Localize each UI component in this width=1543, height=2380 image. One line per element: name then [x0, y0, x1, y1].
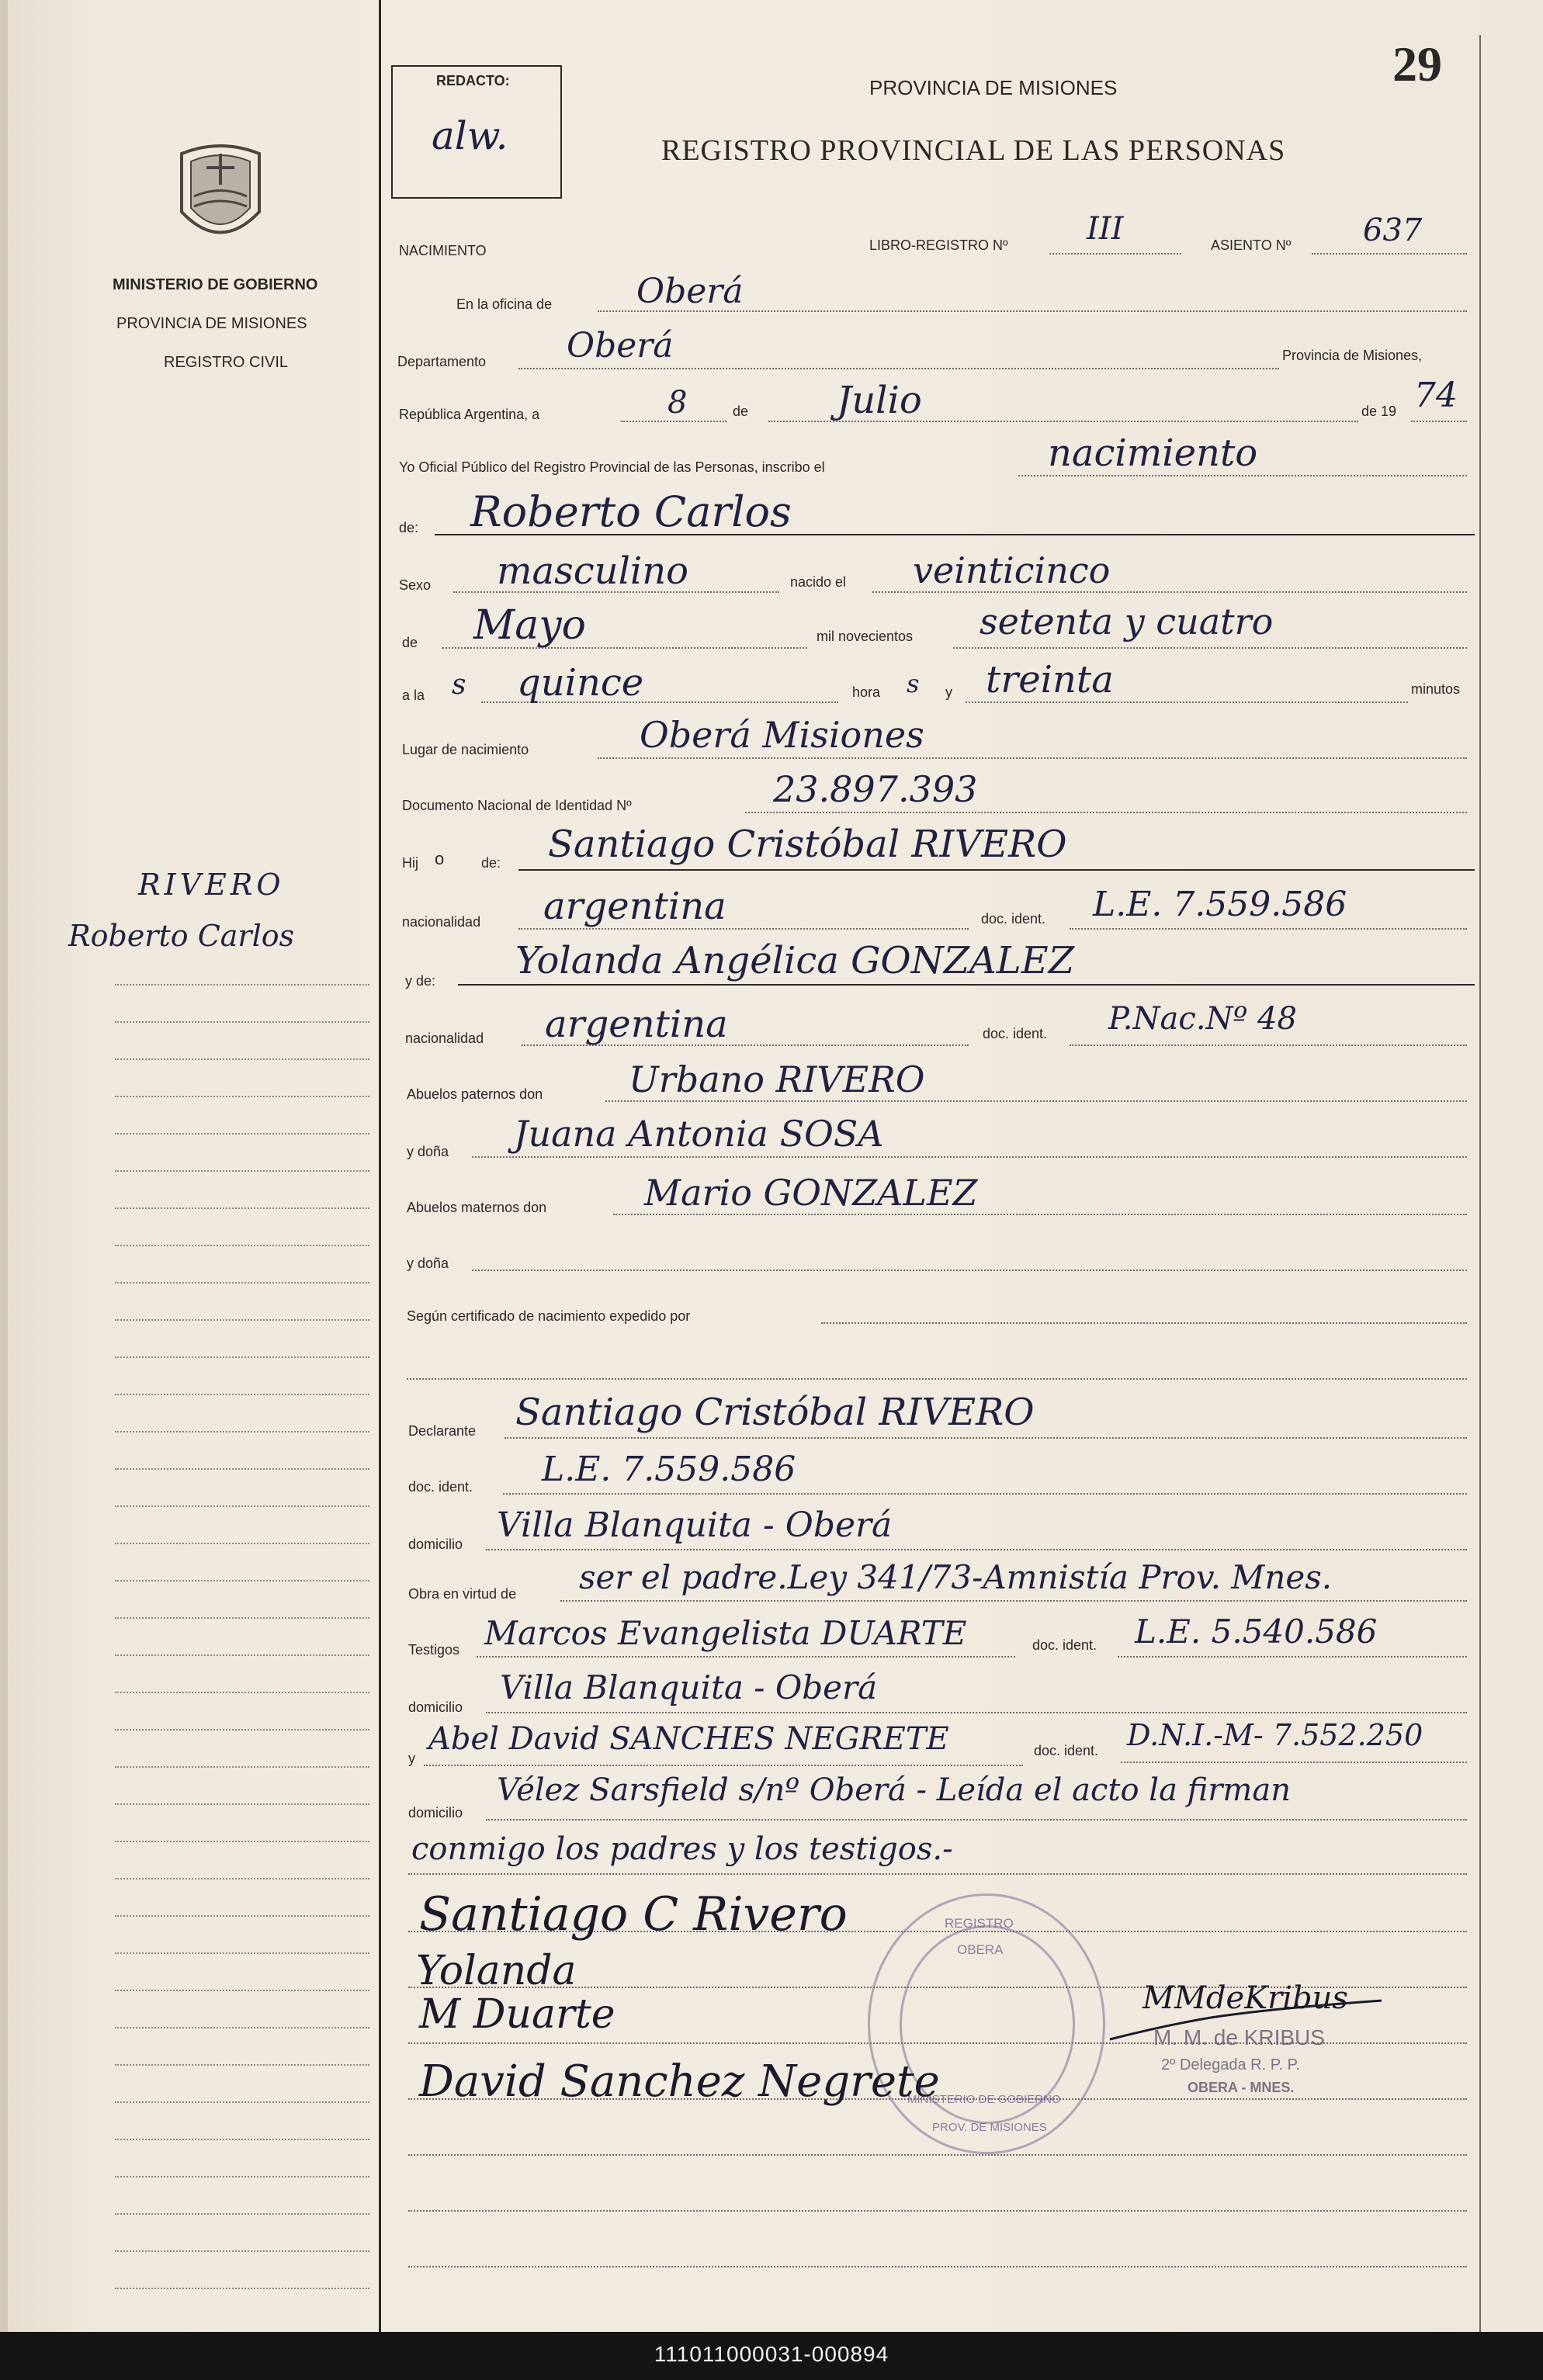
margin-ruled-line [115, 2213, 369, 2215]
margin-ruled-line [115, 1692, 369, 1693]
signature-witness-2: David Sanchez Negrete [419, 2056, 940, 2107]
margin-ruled-line [115, 1803, 369, 1805]
margin-ruled-line [115, 984, 369, 986]
coat-of-arms-seal [166, 138, 275, 255]
dni-label: Documento Nacional de Identidad Nº [402, 798, 632, 813]
closing-value: conmigo los padres y los testigos.- [411, 1831, 953, 1867]
year-label: de 19 [1361, 404, 1397, 419]
testigo1-value: Marcos Evangelista DUARTE [484, 1614, 967, 1652]
ala-label: a la [402, 688, 425, 703]
obra-label: Obra en virtud de [408, 1586, 517, 1602]
margin-note-surname: RIVERO [138, 868, 285, 902]
round-stamp-line-3: MINISTERIO DE GOBIERNO [907, 2093, 1061, 2106]
margin-ruled-line [115, 2176, 369, 2177]
round-stamp-line-4: PROV. DE MISIONES [932, 2121, 1047, 2134]
doc-ident-label: doc. ident. [981, 911, 1046, 927]
redacto-initials: alw. [432, 113, 508, 158]
official-signature: MMdeKribus [1143, 1980, 1348, 2016]
nac-label: nacionalidad [402, 914, 481, 930]
binding-line [0, 0, 8, 2332]
testigo2-value: Abel David SANCHES NEGRETE [428, 1721, 949, 1757]
margin-ruled-line [115, 1096, 369, 1097]
mother-nat-value: argentina [545, 1003, 728, 1046]
mother-value: Yolanda Angélica GONZALEZ [515, 939, 1075, 982]
page-title: REGISTRO PROVINCIAL DE LAS PERSONAS [661, 134, 1286, 167]
margin-ruled-line [115, 2027, 369, 2028]
margin-ruled-line [115, 1580, 369, 1581]
lugar-value: Oberá Misiones [640, 714, 924, 756]
margin-ruled-line [115, 1878, 369, 1879]
lugar-label: Lugar de nacimiento [402, 742, 529, 757]
decl-doc-value: L.E. 7.559.586 [542, 1450, 796, 1489]
minutes-value: treinta [986, 658, 1114, 702]
hour-value: quince [517, 661, 644, 705]
margin-note-names: Roberto Carlos [68, 919, 295, 953]
margin-ruled-line [115, 1319, 369, 1321]
dom-t1-value: Villa Blanquita - Oberá [500, 1668, 878, 1706]
de-name-label: de: [399, 520, 419, 535]
declarante-label: Declarante [408, 1423, 477, 1439]
testigo1-doc-value: L.E. 5.540.586 [1135, 1613, 1378, 1651]
asiento-label: ASIENTO Nº [1211, 237, 1292, 253]
testigos-label: Testigos [408, 1642, 460, 1658]
testigo2-doc-label: doc. ident. [1034, 1743, 1099, 1758]
margin-ruled-line [115, 1841, 369, 1842]
declarante-value: Santiago Cristóbal RIVERO [515, 1391, 1035, 1434]
domicilio-label: domicilio [408, 1536, 463, 1552]
mother-doc-value: P.Nac.Nº 48 [1108, 1001, 1297, 1037]
page-number: 29 [1392, 36, 1442, 92]
margin-ruled-line [115, 1654, 369, 1656]
round-stamp-line-1: REGISTRO [945, 1916, 1014, 1931]
margin-ruled-line [115, 2064, 369, 2066]
dom-t2-value: Vélez Sarsfield s/nº Oberá - Leída el acto la firman [497, 1772, 1291, 1808]
ab-pat-label: Abuelos paternos don [407, 1086, 543, 1102]
hij-de-label: de: [481, 855, 501, 871]
y-t-label: y [408, 1751, 415, 1766]
ala-suffix: s [452, 669, 466, 701]
father-doc-value: L.E. 7.559.586 [1093, 885, 1347, 924]
margin-ruled-line [115, 1952, 369, 1954]
margin-ruled-line [115, 1617, 369, 1619]
registry-round-stamp [868, 1893, 1105, 2154]
sexo-label: Sexo [399, 577, 432, 593]
official-stamp-place: OBERA - MNES. [1188, 2080, 1295, 2095]
margin-ruled-line [115, 2139, 369, 2140]
ab-mat-label: Abuelos maternos don [407, 1200, 547, 1215]
ab-pat-dona-value: Juana Antonia SOSA [514, 1113, 884, 1155]
nacimiento-label: NACIMIENTO [399, 243, 487, 258]
asiento-value: 637 [1363, 213, 1423, 248]
yde-label: y de: [405, 973, 436, 989]
oficina-label: En la oficina de [456, 296, 553, 312]
de-label: de [733, 404, 749, 419]
sexo-value: masculino [497, 549, 689, 593]
departamento-value: Oberá [567, 326, 674, 365]
sidebar-registry: REGISTRO CIVIL [164, 354, 289, 371]
segun-label: Según certificado de nacimiento expedido por [407, 1308, 691, 1324]
signature-witness-1: M Duarte [419, 1991, 615, 2038]
domicilio-value: Villa Blanquita - Oberá [497, 1505, 893, 1545]
redacto-label: REDACTO: [436, 73, 510, 88]
margin-ruled-line [115, 1170, 369, 1172]
oficial-label: Yo Oficial Público del Registro Provincial de las Personas, inscribo el [399, 459, 825, 475]
right-margin-line [1479, 35, 1481, 2332]
margin-ruled-line [115, 1058, 369, 1060]
margin-ruled-line [115, 1394, 369, 1395]
libro-label: LIBRO-REGISTRO Nº [869, 237, 1008, 253]
margin-ruled-line [115, 2101, 369, 2103]
official-stamp-role: 2º Delegada R. P. P. [1161, 2056, 1300, 2073]
nac-label-2: nacionalidad [405, 1031, 484, 1046]
father-value: Santiago Cristóbal RIVERO [548, 823, 1067, 866]
month-value: Julio [837, 379, 922, 422]
margin-ruled-line [115, 1021, 369, 1023]
margin-ruled-line [115, 1431, 369, 1433]
left-margin-line [379, 0, 381, 2332]
margin-ruled-line [115, 2250, 369, 2252]
margin-ruled-line [115, 1282, 369, 1284]
hij-label: Hij [402, 855, 418, 871]
name-value: Roberto Carlos [470, 487, 792, 536]
margin-ruled-line [115, 1133, 369, 1135]
obra-value: ser el padre.Ley 341/73-Amnistía Prov. Mnes. [579, 1558, 1333, 1596]
doc-ident-label-2: doc. ident. [983, 1026, 1048, 1041]
oficina-value: Oberá [636, 272, 744, 311]
birth-month-value: Mayo [473, 602, 586, 649]
testigo2-doc-value: D.N.I.-M- 7.552.250 [1127, 1718, 1423, 1752]
hora-label: hora [852, 684, 881, 700]
document-identifier: 111011000031-000894 [654, 2342, 889, 2366]
header-province: PROVINCIA DE MISIONES [869, 76, 1118, 99]
margin-ruled-line [115, 1245, 369, 1246]
y-label: y [945, 684, 952, 700]
birth-year-value: setenta y cuatro [980, 601, 1274, 643]
testigo-doc-label: doc. ident. [1032, 1637, 1097, 1653]
mil-label: mil novecientos [817, 629, 914, 644]
father-nat-value: argentina [543, 885, 726, 928]
dni-value: 23.897.393 [773, 768, 978, 810]
hora-suffix: s [907, 669, 920, 698]
margin-ruled-line [115, 1729, 369, 1730]
sidebar-ministry: MINISTERIO DE GOBIERNO [113, 276, 318, 293]
margin-ruled-line [115, 1505, 369, 1507]
redacto-box [391, 65, 562, 199]
margin-ruled-line [115, 1356, 369, 1358]
minutos-label: minutos [1411, 681, 1461, 697]
acto-value: nacimiento [1048, 431, 1258, 475]
departamento-label: Departamento [397, 354, 487, 369]
official-stamp-name: M. M. de KRIBUS [1153, 2025, 1325, 2049]
ydona2-label: y doña [407, 1256, 449, 1271]
provincia-label: Provincia de Misiones, [1282, 348, 1423, 363]
hij-suffix: o [435, 849, 445, 868]
dom-t1-label: domicilio [408, 1699, 463, 1715]
nacido-label: nacido el [790, 574, 847, 590]
dom-t2-label: domicilio [408, 1805, 463, 1821]
margin-ruled-line [115, 1766, 369, 1768]
round-stamp-line-2: OBERA [957, 1942, 1004, 1957]
margin-ruled-line [115, 2288, 369, 2289]
margin-ruled-line [115, 1468, 369, 1470]
de2-label: de [402, 635, 418, 650]
libro-value: III [1087, 211, 1124, 247]
signature-father: Santiago C Rivero [419, 1887, 848, 1942]
year-value: 74 [1414, 376, 1458, 415]
ab-mat-value: Mario GONZALEZ [644, 1172, 978, 1214]
ydona-label: y doña [407, 1144, 449, 1159]
margin-ruled-line [115, 1915, 369, 1917]
republica-label: República Argentina, a [399, 407, 540, 422]
nacido-value: veinticinco [913, 549, 1111, 591]
margin-ruled-line [115, 1543, 369, 1544]
decl-doc-label: doc. ident. [408, 1479, 473, 1495]
margin-ruled-line [115, 1207, 369, 1209]
margin-ruled-line [115, 1990, 369, 1991]
day-value: 8 [667, 385, 688, 421]
signature-mother: Yolanda [416, 1948, 577, 1994]
ab-pat-value: Urbano RIVERO [629, 1058, 925, 1100]
sidebar-province: PROVINCIA DE MISIONES [116, 315, 307, 332]
